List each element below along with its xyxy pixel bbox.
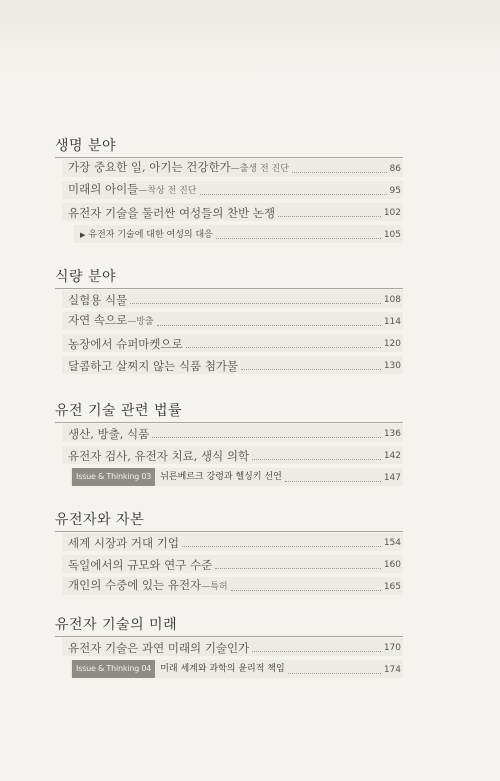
page-number: 154 — [383, 538, 401, 548]
entry-title: 개인의 수중에 있는 유전자 — [68, 578, 202, 592]
leader-dots — [278, 216, 381, 217]
toc-entry[interactable] — [62, 533, 403, 551]
entry-title: 실험용 식물 — [68, 293, 128, 307]
triangle-bullet-icon: ▶ — [80, 231, 86, 239]
page-number: 165 — [383, 582, 401, 592]
page-number: 142 — [383, 451, 401, 461]
entry-title: 유전자 검사, 유전자 치료, 생식 의학 — [68, 449, 250, 463]
entry-title: 가장 중요한 일, 아기는 건강한가 — [68, 160, 231, 174]
section-rule — [55, 288, 403, 289]
page-number: 136 — [383, 429, 401, 439]
page-number: 120 — [383, 339, 401, 349]
page-number: 147 — [383, 473, 401, 483]
toc-entry[interactable] — [62, 356, 403, 374]
page-number: 174 — [383, 665, 401, 675]
entry-title: 세계 시장과 거대 기업 — [68, 536, 179, 550]
leader-dots — [130, 303, 381, 304]
toc-entry[interactable] — [62, 555, 403, 573]
section-title: 식량 분야 — [55, 269, 117, 285]
leader-dots — [186, 347, 381, 348]
toc-entry[interactable] — [62, 446, 403, 464]
leader-dots — [288, 673, 381, 674]
leader-dots — [252, 459, 381, 460]
page-number: 160 — [383, 560, 401, 570]
toc-entry[interactable] — [62, 290, 403, 308]
leader-dots — [241, 369, 381, 370]
entry-title: 자연 속으로 — [68, 313, 128, 327]
toc-entry[interactable] — [62, 312, 403, 330]
section-title: 생명 분야 — [55, 138, 117, 154]
issue-badge: Issue & Thinking 04 — [72, 660, 155, 678]
page-number: 170 — [383, 643, 401, 653]
leader-dots — [252, 651, 381, 652]
section-rule — [55, 531, 403, 532]
page-number: 108 — [383, 295, 401, 305]
toc-issue-entry[interactable] — [70, 468, 403, 486]
entry-title: 유전자 기술을 둘러싼 여성들의 찬반 논쟁 — [68, 206, 276, 220]
page-top-shade — [0, 0, 500, 70]
entry-title: 농장에서 슈퍼마켓으로 — [68, 337, 183, 351]
page-number: 130 — [383, 361, 401, 371]
page-number: 105 — [383, 230, 401, 240]
entry-subtitle: —특허 — [201, 582, 228, 592]
entry-title: 미래 세계와 과학의 윤리적 책임 — [160, 664, 285, 674]
section-title: 유전자 기술의 미래 — [55, 617, 178, 633]
page-number: 102 — [383, 208, 401, 218]
leader-dots — [216, 238, 381, 239]
leader-dots — [152, 437, 381, 438]
issue-badge: Issue & Thinking 03 — [72, 468, 155, 486]
section-rule — [55, 422, 403, 423]
leader-dots — [200, 194, 387, 195]
section-title: 유전 기술 관련 법률 — [55, 403, 183, 419]
toc-subentry[interactable] — [74, 225, 403, 243]
entry-title: 독일에서의 규모와 연구 수준 — [68, 558, 213, 572]
page-number: 95 — [389, 186, 401, 196]
entry-title: 유전자 기술에 대한 여성의 대응 — [88, 230, 213, 240]
toc-entry[interactable] — [62, 334, 403, 352]
entry-title: 생산, 방출, 식품 — [68, 427, 150, 441]
toc-entry[interactable] — [62, 424, 403, 442]
entry-title: 유전자 기술은 과연 미래의 기술인가 — [68, 641, 250, 655]
entry-title: 뉘른베르크 강령과 헬싱키 선언 — [160, 472, 282, 482]
leader-dots — [231, 590, 381, 591]
toc-entry[interactable] — [62, 181, 403, 199]
toc-entry[interactable] — [62, 203, 403, 221]
entry-subtitle: —출생 전 진단 — [230, 164, 289, 174]
toc-issue-entry[interactable] — [70, 660, 403, 678]
leader-dots — [285, 481, 381, 482]
leader-dots — [215, 568, 381, 569]
leader-dots — [182, 546, 381, 547]
leader-dots — [292, 172, 387, 173]
entry-subtitle: —방출 — [127, 317, 154, 327]
entry-title: 미래의 아이들 — [68, 182, 139, 196]
section-title: 유전자와 자본 — [55, 512, 145, 528]
section-rule — [55, 636, 403, 637]
leader-dots — [157, 325, 381, 326]
toc-entry[interactable] — [62, 577, 403, 595]
page-number: 114 — [383, 317, 401, 327]
entry-subtitle: —착상 전 진단 — [138, 186, 197, 196]
entry-title: 달콤하고 살찌지 않는 식품 첨가물 — [68, 359, 239, 373]
section-rule — [55, 157, 403, 158]
toc-entry[interactable] — [62, 638, 403, 656]
toc-entry[interactable] — [62, 159, 403, 177]
page-number: 86 — [389, 164, 401, 174]
